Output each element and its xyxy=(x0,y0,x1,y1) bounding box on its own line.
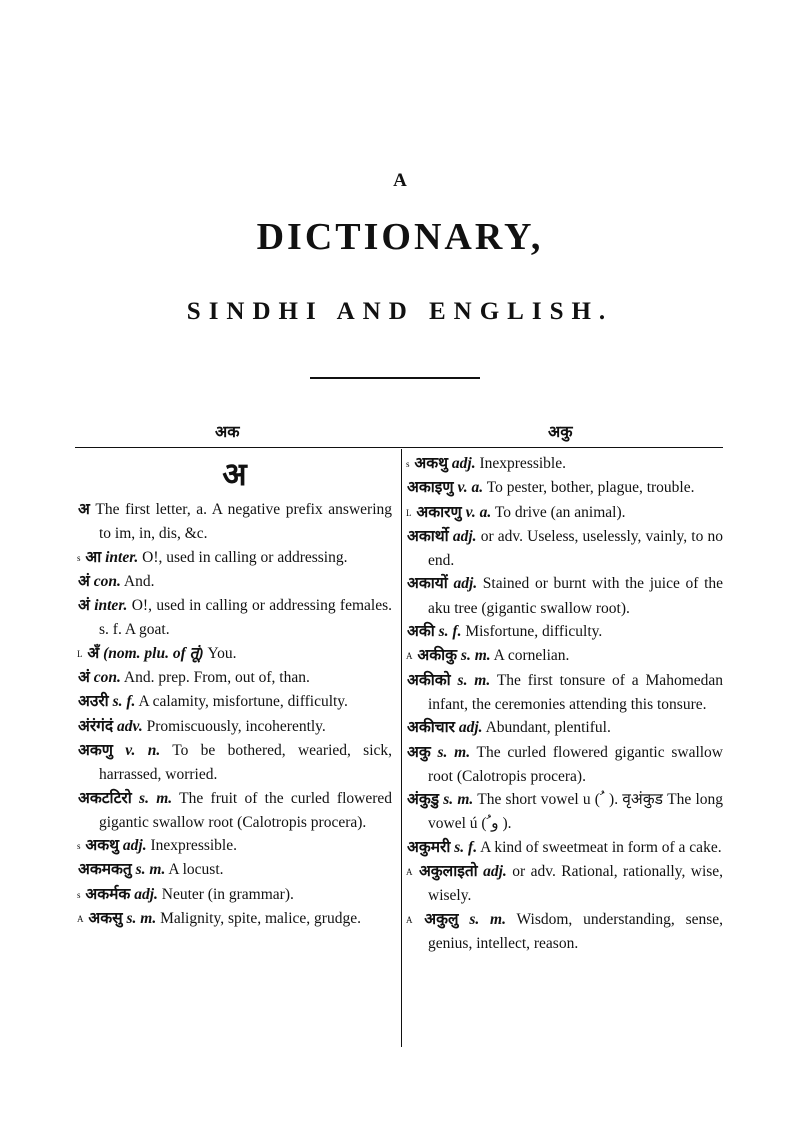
grammar-label: adj. xyxy=(458,719,483,737)
grammar-label: v. n. xyxy=(125,741,161,759)
definition: Abundant, plentiful. xyxy=(485,719,611,737)
dictionary-entry xyxy=(77,883,392,907)
definition: The curled flowered gigantic swallow root (Calotropis procera). xyxy=(428,743,723,785)
definition: To drive (an animal). xyxy=(494,503,626,521)
right-entries xyxy=(406,452,723,955)
entry-marker: s xyxy=(77,552,81,563)
grammar-label: s. m. xyxy=(126,910,157,928)
definition: Misfortune, difficulty. xyxy=(465,623,603,641)
headword: अँ xyxy=(87,644,100,662)
dictionary-entry xyxy=(77,570,392,594)
headword: अकीचार xyxy=(407,719,455,737)
dictionary-entry xyxy=(406,836,723,860)
grammar-label: adj. xyxy=(453,575,478,593)
headword: आ xyxy=(85,548,102,566)
page-title: DICTIONARY, xyxy=(256,216,544,258)
dictionary-entry xyxy=(406,620,723,644)
dictionary-entry xyxy=(77,715,392,739)
entry-marker: s xyxy=(406,459,410,469)
definition: Wisdom, understanding, sense, genius, intellect, reason. xyxy=(428,910,724,952)
headword: अकटटिरो xyxy=(78,789,132,807)
dictionary-entry xyxy=(406,572,723,620)
headword: अकायों xyxy=(407,575,448,593)
entry-marker: s xyxy=(77,889,81,900)
dictionary-entry xyxy=(406,501,723,525)
dictionary-entry xyxy=(406,476,723,500)
headword: अं xyxy=(78,597,90,615)
entry-marker: A xyxy=(406,651,413,662)
grammar-label: adj. xyxy=(452,527,477,545)
definition: Inexpressible. xyxy=(150,837,237,855)
dictionary-entry xyxy=(406,908,723,956)
grammar-label: s. m. xyxy=(139,789,173,807)
dictionary-entry xyxy=(406,741,723,789)
dictionary-entry xyxy=(77,907,392,931)
grammar-label: s. f. xyxy=(438,623,462,641)
definition: Malignity, spite, malice, grudge. xyxy=(160,910,361,928)
grammar-label: v. a. xyxy=(457,479,484,497)
definition: To pester, bother, plague, trouble. xyxy=(486,479,695,497)
grammar-label: s. f. xyxy=(454,838,478,856)
headword: अकाइणु xyxy=(407,479,454,497)
definition: And. prep. From, out of, than. xyxy=(123,669,310,687)
definition: The first letter, a. A negative prefix answering to im, in, dis, &c. xyxy=(95,501,392,543)
definition: The short vowel u ( ُ ). वृअंकुड The long vowel ú ( ُو ). xyxy=(428,791,724,833)
grammar-label: inter. xyxy=(94,597,128,615)
headword: अकुलाइतो xyxy=(418,863,478,881)
grammar-label: v. a. xyxy=(465,503,492,521)
dictionary-entry xyxy=(406,644,723,668)
definition: A kind of sweetmeat in form of a cake. xyxy=(480,838,722,856)
definition: Neuter (in grammar). xyxy=(161,885,294,903)
headword: अकमकतु xyxy=(78,861,132,879)
definition: The first tonsure of a Mahomedan infant, the ceremonies attending this tonsure. xyxy=(428,671,724,713)
left-column xyxy=(77,452,392,931)
grammar-label: con. xyxy=(93,572,121,590)
headword: अंरंगंदं xyxy=(78,717,114,735)
dictionary-entry xyxy=(406,860,723,908)
headword: अं xyxy=(78,572,90,590)
entry-marker: A xyxy=(406,914,413,925)
dictionary-entry xyxy=(77,498,392,546)
definition: A locust. xyxy=(168,861,224,879)
dictionary-entry xyxy=(77,834,392,858)
headword: अकुमरी xyxy=(407,838,451,856)
column-divider xyxy=(401,449,402,1047)
dictionary-entry xyxy=(77,787,392,835)
header-rule xyxy=(75,447,723,448)
grammar-label: adj. xyxy=(122,837,147,855)
grammar-label: con. xyxy=(93,669,121,687)
definition: You. xyxy=(207,644,237,662)
definition: A calamity, misfortune, difficulty. xyxy=(138,693,348,711)
grammar-label: s. m. xyxy=(457,671,491,689)
dictionary-entry xyxy=(406,716,723,740)
dictionary-entry xyxy=(406,525,723,573)
dictionary-entry xyxy=(77,739,392,787)
headword: अकणु xyxy=(78,741,113,759)
title-letter: A xyxy=(393,170,407,191)
dictionary-entry xyxy=(77,666,392,690)
grammar-label: adv. xyxy=(117,717,143,735)
title-rule xyxy=(310,377,480,379)
dictionary-entry xyxy=(77,546,392,570)
headword: अ xyxy=(78,501,90,518)
grammar-label: adj. xyxy=(134,885,158,903)
grammar-label: s. m. xyxy=(443,791,474,809)
grammar-label: adj. xyxy=(451,455,476,472)
running-head-right: अकु xyxy=(548,424,573,441)
dictionary-entry xyxy=(77,594,392,642)
left-entries xyxy=(77,498,392,931)
page-subtitle: SINDHI AND ENGLISH. xyxy=(186,298,614,325)
right-column xyxy=(406,452,723,955)
dictionary-entry xyxy=(77,858,392,882)
headword: अकीको xyxy=(407,671,451,689)
entry-marker: A xyxy=(77,914,84,925)
grammar-label: adj. xyxy=(483,863,507,881)
definition: or adv. Useless, uselessly, vainly, to no end. xyxy=(428,527,723,570)
headword: अकर्मक xyxy=(85,885,131,903)
headword: अकसु xyxy=(88,910,123,928)
grammar-label: s. m. xyxy=(437,743,471,761)
definition: or adv. Rational, rationally, wise, wisely. xyxy=(428,863,724,905)
definition: A cornelian. xyxy=(493,647,570,665)
grammar-label: (nom. plu. of तूं) xyxy=(103,644,204,662)
definition: And. xyxy=(123,572,155,590)
headword: अकीकु xyxy=(417,647,458,665)
definition: Promiscuously, incoherently. xyxy=(146,717,326,735)
section-letter: अ xyxy=(222,456,247,492)
definition: Inexpressible. xyxy=(479,455,566,472)
entry-marker: A xyxy=(406,867,413,878)
running-head-left: अक xyxy=(215,424,240,441)
definition: O!, used in calling or addressing females. s. f. A goat. xyxy=(99,597,393,639)
dictionary-entry xyxy=(406,669,723,717)
dictionary-entry xyxy=(406,788,723,836)
dictionary-entry xyxy=(77,690,392,714)
grammar-label: s. m. xyxy=(469,910,506,928)
grammar-label: s. m. xyxy=(135,861,166,879)
grammar-label: inter. xyxy=(105,548,139,566)
definition: O!, used in calling or addressing. xyxy=(142,548,348,566)
dictionary-entry xyxy=(406,452,723,476)
dictionary-entry xyxy=(77,642,392,666)
definition: To be bothered, wearied, sick, harrassed, worried. xyxy=(99,741,393,784)
headword: अकी xyxy=(407,623,435,641)
definition: The fruit of the curled flowered gigantic swallow root (Calotropis procera). xyxy=(99,789,392,831)
entry-marker: L xyxy=(406,507,412,518)
headword: अकु xyxy=(407,743,431,761)
headword: अंकुडु xyxy=(407,791,440,809)
entry-marker: L xyxy=(77,648,83,659)
headword: अकथु xyxy=(414,455,449,472)
grammar-label: s. m. xyxy=(460,647,491,665)
headword: अकार्थो xyxy=(407,527,449,545)
grammar-label: s. f. xyxy=(112,693,136,711)
headword: अकथु xyxy=(85,837,120,855)
headword: अकारणु xyxy=(416,503,462,521)
entry-marker: s xyxy=(77,841,81,852)
headword: अकुलु xyxy=(424,910,459,928)
headword: अउरी xyxy=(78,693,109,711)
definition: Stained or burnt with the juice of the aku tree (gigantic swallow root). xyxy=(428,575,724,617)
headword: अंं xyxy=(78,669,90,687)
